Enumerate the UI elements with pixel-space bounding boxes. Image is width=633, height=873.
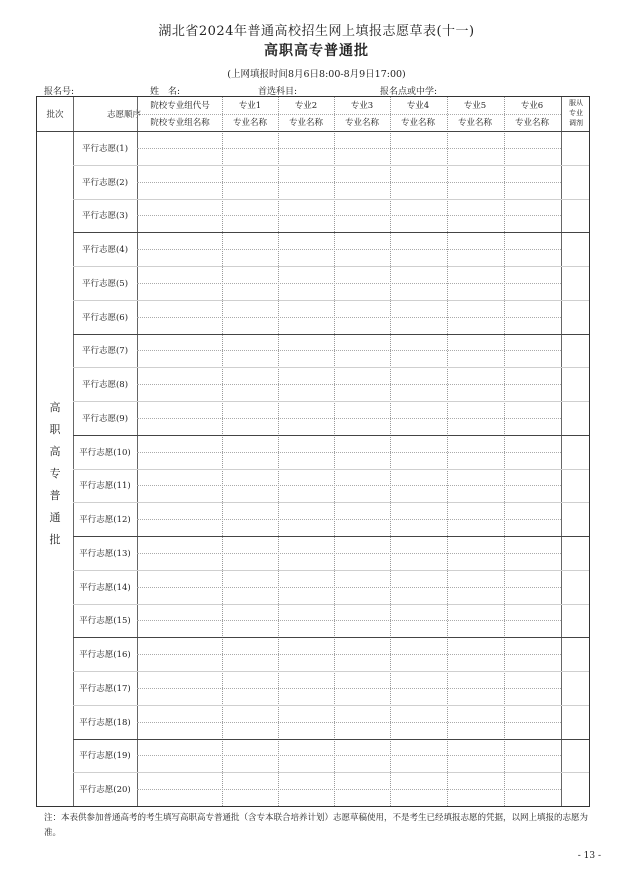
col-code-header: 院校专业组代号	[150, 101, 210, 111]
major-name-header-4: 专业名称	[400, 118, 435, 128]
major-header-1: 专业1	[238, 101, 262, 111]
row-mid-divider	[137, 654, 561, 655]
row-divider	[73, 671, 589, 672]
batch-subtitle: 高职高专普通批	[264, 43, 369, 59]
col-name-header: 院校专业组名称	[150, 118, 210, 128]
wish-label: 平行志愿(12)	[79, 515, 131, 526]
row-mid-divider	[137, 283, 561, 284]
major-header-5: 专业5	[463, 101, 487, 111]
wish-label: 平行志愿(1)	[81, 143, 129, 154]
row-mid-divider	[137, 755, 561, 756]
row-divider	[73, 199, 589, 200]
batch-char: 职	[49, 423, 61, 436]
form-title: 湖北省2024年普通高校招生网上填报志愿草表(十一)	[158, 24, 475, 39]
batch-char: 高	[49, 445, 61, 458]
wish-label: 平行志愿(11)	[79, 481, 131, 492]
row-divider	[73, 334, 589, 335]
wish-label: 平行志愿(4)	[81, 245, 129, 256]
school-label: 报名点或中学:	[380, 87, 438, 97]
exam-no-label: 报名号:	[44, 87, 75, 97]
major-name-header-2: 专业名称	[288, 118, 323, 128]
wish-label: 平行志愿(15)	[79, 616, 131, 627]
row-mid-divider	[137, 249, 561, 250]
row-divider	[73, 435, 589, 436]
row-divider	[73, 637, 589, 638]
major-name-header-5: 专业名称	[457, 118, 492, 128]
row-mid-divider	[137, 688, 561, 689]
row-mid-divider	[137, 215, 561, 216]
wish-label: 平行志愿(13)	[79, 548, 131, 559]
col-adjust-header: 服从 专业 调剂	[569, 99, 583, 127]
wish-label: 平行志愿(5)	[81, 278, 129, 289]
row-mid-divider	[137, 384, 561, 385]
row-divider	[73, 266, 589, 267]
major-name-header-6: 专业名称	[514, 118, 549, 128]
row-mid-divider	[137, 452, 561, 453]
row-divider	[73, 232, 589, 233]
row-divider	[73, 367, 589, 368]
batch-char: 专	[49, 467, 61, 480]
wish-table	[36, 96, 590, 807]
wish-label: 平行志愿(19)	[79, 751, 131, 762]
row-divider	[73, 165, 589, 166]
header-mid-divider	[137, 114, 561, 115]
major-header-2: 专业2	[294, 101, 318, 111]
major-header-3: 专业3	[350, 101, 374, 111]
row-mid-divider	[137, 317, 561, 318]
row-divider	[73, 772, 589, 773]
wish-label: 平行志愿(7)	[81, 346, 129, 357]
wish-label: 平行志愿(18)	[79, 717, 131, 728]
row-divider	[73, 469, 589, 470]
row-mid-divider	[137, 485, 561, 486]
wish-label: 平行志愿(10)	[79, 447, 131, 458]
col-batch-header: 批次	[46, 110, 64, 120]
major-header-4: 专业4	[406, 101, 430, 111]
col-order-header: 志愿顺序	[106, 110, 141, 120]
page-number: - 13 -	[577, 851, 601, 861]
subject-label: 首选科目:	[258, 87, 298, 97]
major-name-header-3: 专业名称	[344, 118, 379, 128]
row-mid-divider	[137, 182, 561, 183]
batch-char: 高	[49, 401, 61, 414]
row-mid-divider	[137, 553, 561, 554]
wish-label: 平行志愿(2)	[81, 177, 129, 188]
row-mid-divider	[137, 418, 561, 419]
major-header-6: 专业6	[520, 101, 544, 111]
wish-label: 平行志愿(20)	[79, 785, 131, 796]
batch-char: 通	[49, 511, 61, 524]
row-mid-divider	[137, 148, 561, 149]
row-divider	[73, 401, 589, 402]
row-divider	[73, 604, 589, 605]
time-note: (上网填报时间8月6日8:00-8月9日17:00)	[227, 69, 406, 80]
major-name-header-1: 专业名称	[232, 118, 267, 128]
footnote: 注：本表供参加普通高考的考生填写高职高专普通批（含专本联合培养计划）志愿草稿使用，不是考生已经填报志愿的凭据，以网上填报的志愿为准。	[44, 813, 589, 838]
wish-label: 平行志愿(6)	[81, 312, 129, 323]
adjust-col-divider	[561, 97, 562, 806]
row-mid-divider	[137, 789, 561, 790]
row-divider	[73, 739, 589, 740]
row-divider	[73, 502, 589, 503]
batch-char: 批	[49, 533, 61, 546]
row-divider	[73, 536, 589, 537]
batch-char: 普	[49, 489, 61, 502]
wish-label: 平行志愿(16)	[79, 650, 131, 661]
wish-label: 平行志愿(17)	[79, 683, 131, 694]
wish-label: 平行志愿(8)	[81, 380, 129, 391]
row-mid-divider	[137, 620, 561, 621]
row-divider	[73, 300, 589, 301]
name-label: 姓 名:	[150, 87, 181, 97]
row-divider	[73, 570, 589, 571]
wish-label: 平行志愿(3)	[81, 211, 129, 222]
wish-label: 平行志愿(14)	[79, 582, 131, 593]
row-mid-divider	[137, 587, 561, 588]
row-mid-divider	[137, 350, 561, 351]
row-mid-divider	[137, 519, 561, 520]
header-divider	[37, 131, 589, 132]
row-divider	[73, 705, 589, 706]
row-mid-divider	[137, 722, 561, 723]
wish-label: 平行志愿(9)	[81, 413, 129, 424]
